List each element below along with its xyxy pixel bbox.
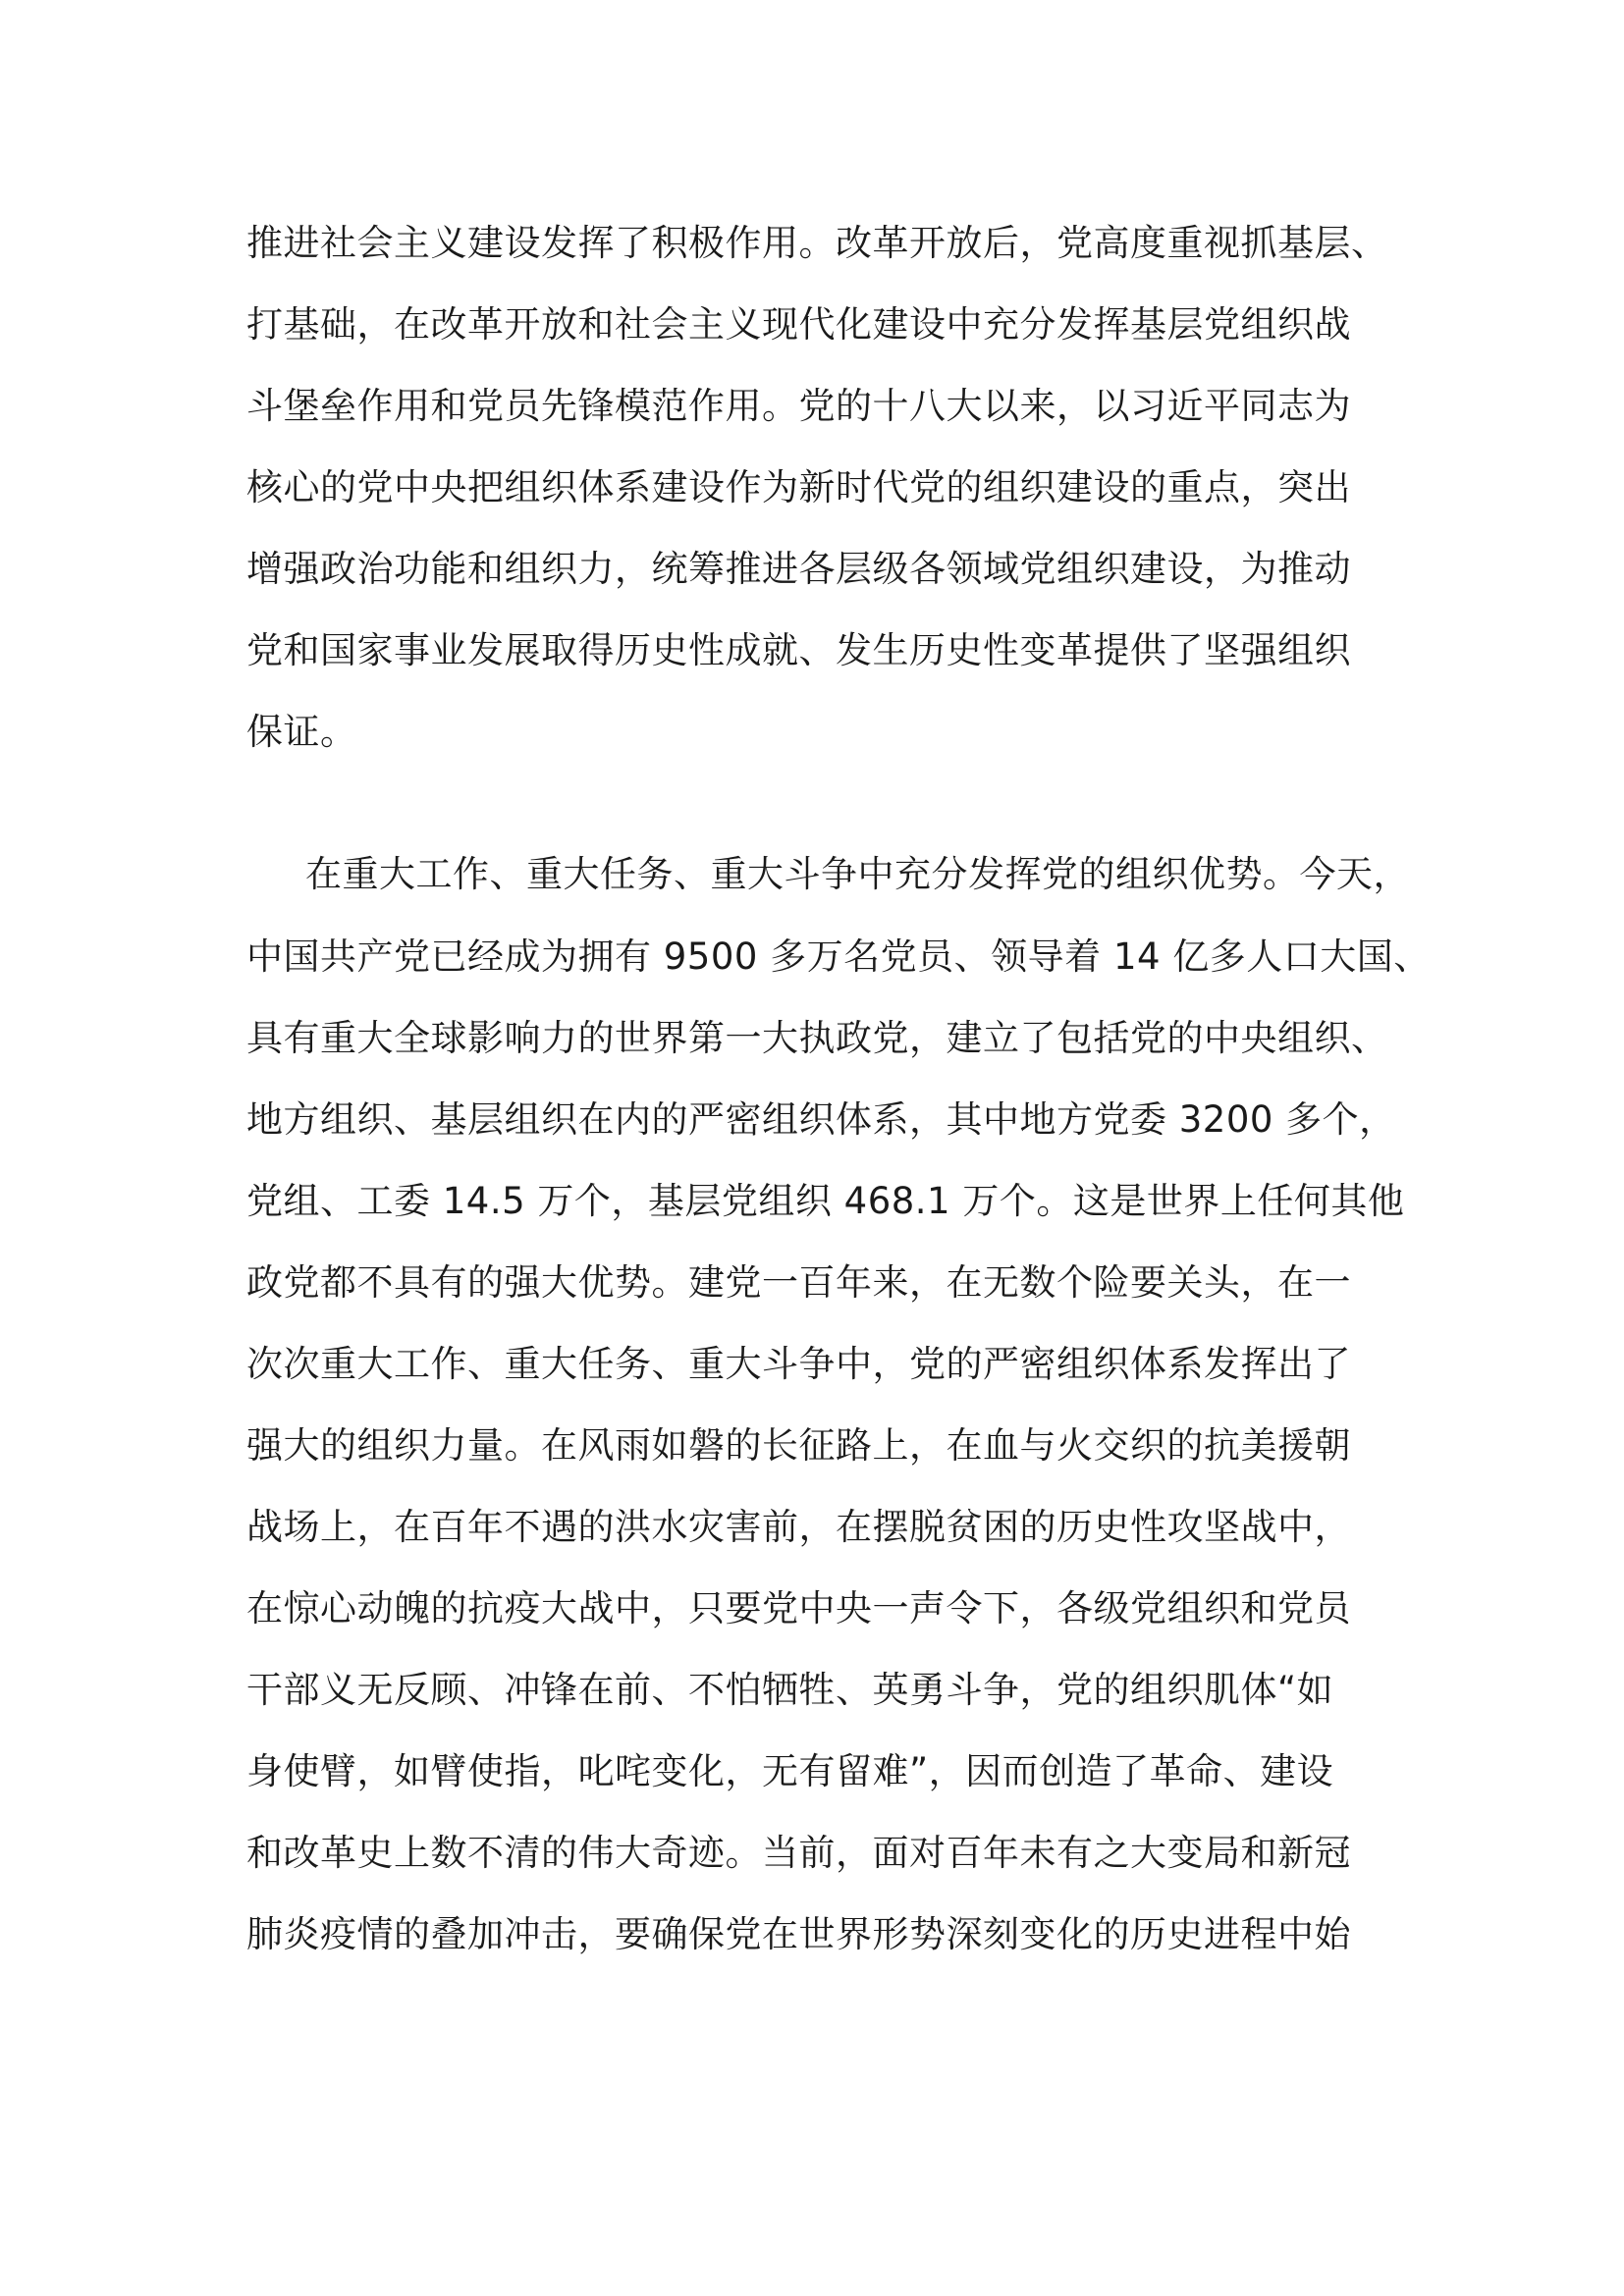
text-line: 党和国家事业发展取得历史性成就、发生历史性变革提供了坚强组织 [246,629,1351,671]
text-line: 政党都不具有的强大优势。建党一百年来，在无数个险要关头，在一 [246,1261,1351,1304]
text-line: 中国共产党已经成为拥有 9500 多万名党员、领导着 14 亿多人口大国、 [246,935,1431,978]
text-line: 保证。 [246,711,357,753]
text-line: 干部义无反顾、冲锋在前、不怕牺牲、英勇斗争，党的组织肌体“如 [246,1669,1334,1711]
text-line: 打基础，在改革开放和社会主义现代化建设中充分发挥基层党组织战 [246,303,1351,346]
text-line: 党组、工委 14.5 万个，基层党组织 468.1 万个。这是世界上任何其他 [246,1180,1405,1222]
text-line: 和改革史上数不清的伟大奇迹。当前，面对百年未有之大变局和新冠 [246,1832,1351,1874]
text-line: 在惊心动魄的抗疫大战中，只要党中央一声令下，各级党组织和党员 [246,1587,1351,1629]
text-line: 在重大工作、重大任务、重大斗争中充分发挥党的组织优势。今天， [305,853,1410,895]
text-line: 战场上，在百年不遇的洪水灾害前，在摆脱贫困的历史性攻坚战中， [246,1506,1351,1548]
text-line: 地方组织、基层组织在内的严密组织体系，其中地方党委 3200 多个， [246,1098,1396,1141]
text-line: 身使臂，如臂使指，叱咤变化，无有留难”，因而创造了革命、建设 [246,1750,1334,1792]
text-line: 核心的党中央把组织体系建设作为新时代党的组织建设的重点，突出 [246,466,1351,508]
text-line: 斗堡垒作用和党员先锋模范作用。党的十八大以来，以习近平同志为 [246,385,1351,427]
text-line: 强大的组织力量。在风雨如磐的长征路上，在血与火交织的抗美援朝 [246,1424,1351,1467]
text-line: 次次重大工作、重大任务、重大斗争中，党的严密组织体系发挥出了 [246,1343,1351,1385]
text-line: 具有重大全球影响力的世界第一大执政党，建立了包括党的中央组织、 [246,1017,1388,1059]
text-line: 增强政治功能和组织力，统筹推进各层级各领域党组织建设，为推动 [246,548,1351,590]
text-line: 肺炎疫情的叠加冲击，要确保党在世界形势深刻变化的历史进程中始 [246,1913,1351,1955]
text-line: 推进社会主义建设发挥了积极作用。改革开放后，党高度重视抓基层、 [246,222,1388,264]
